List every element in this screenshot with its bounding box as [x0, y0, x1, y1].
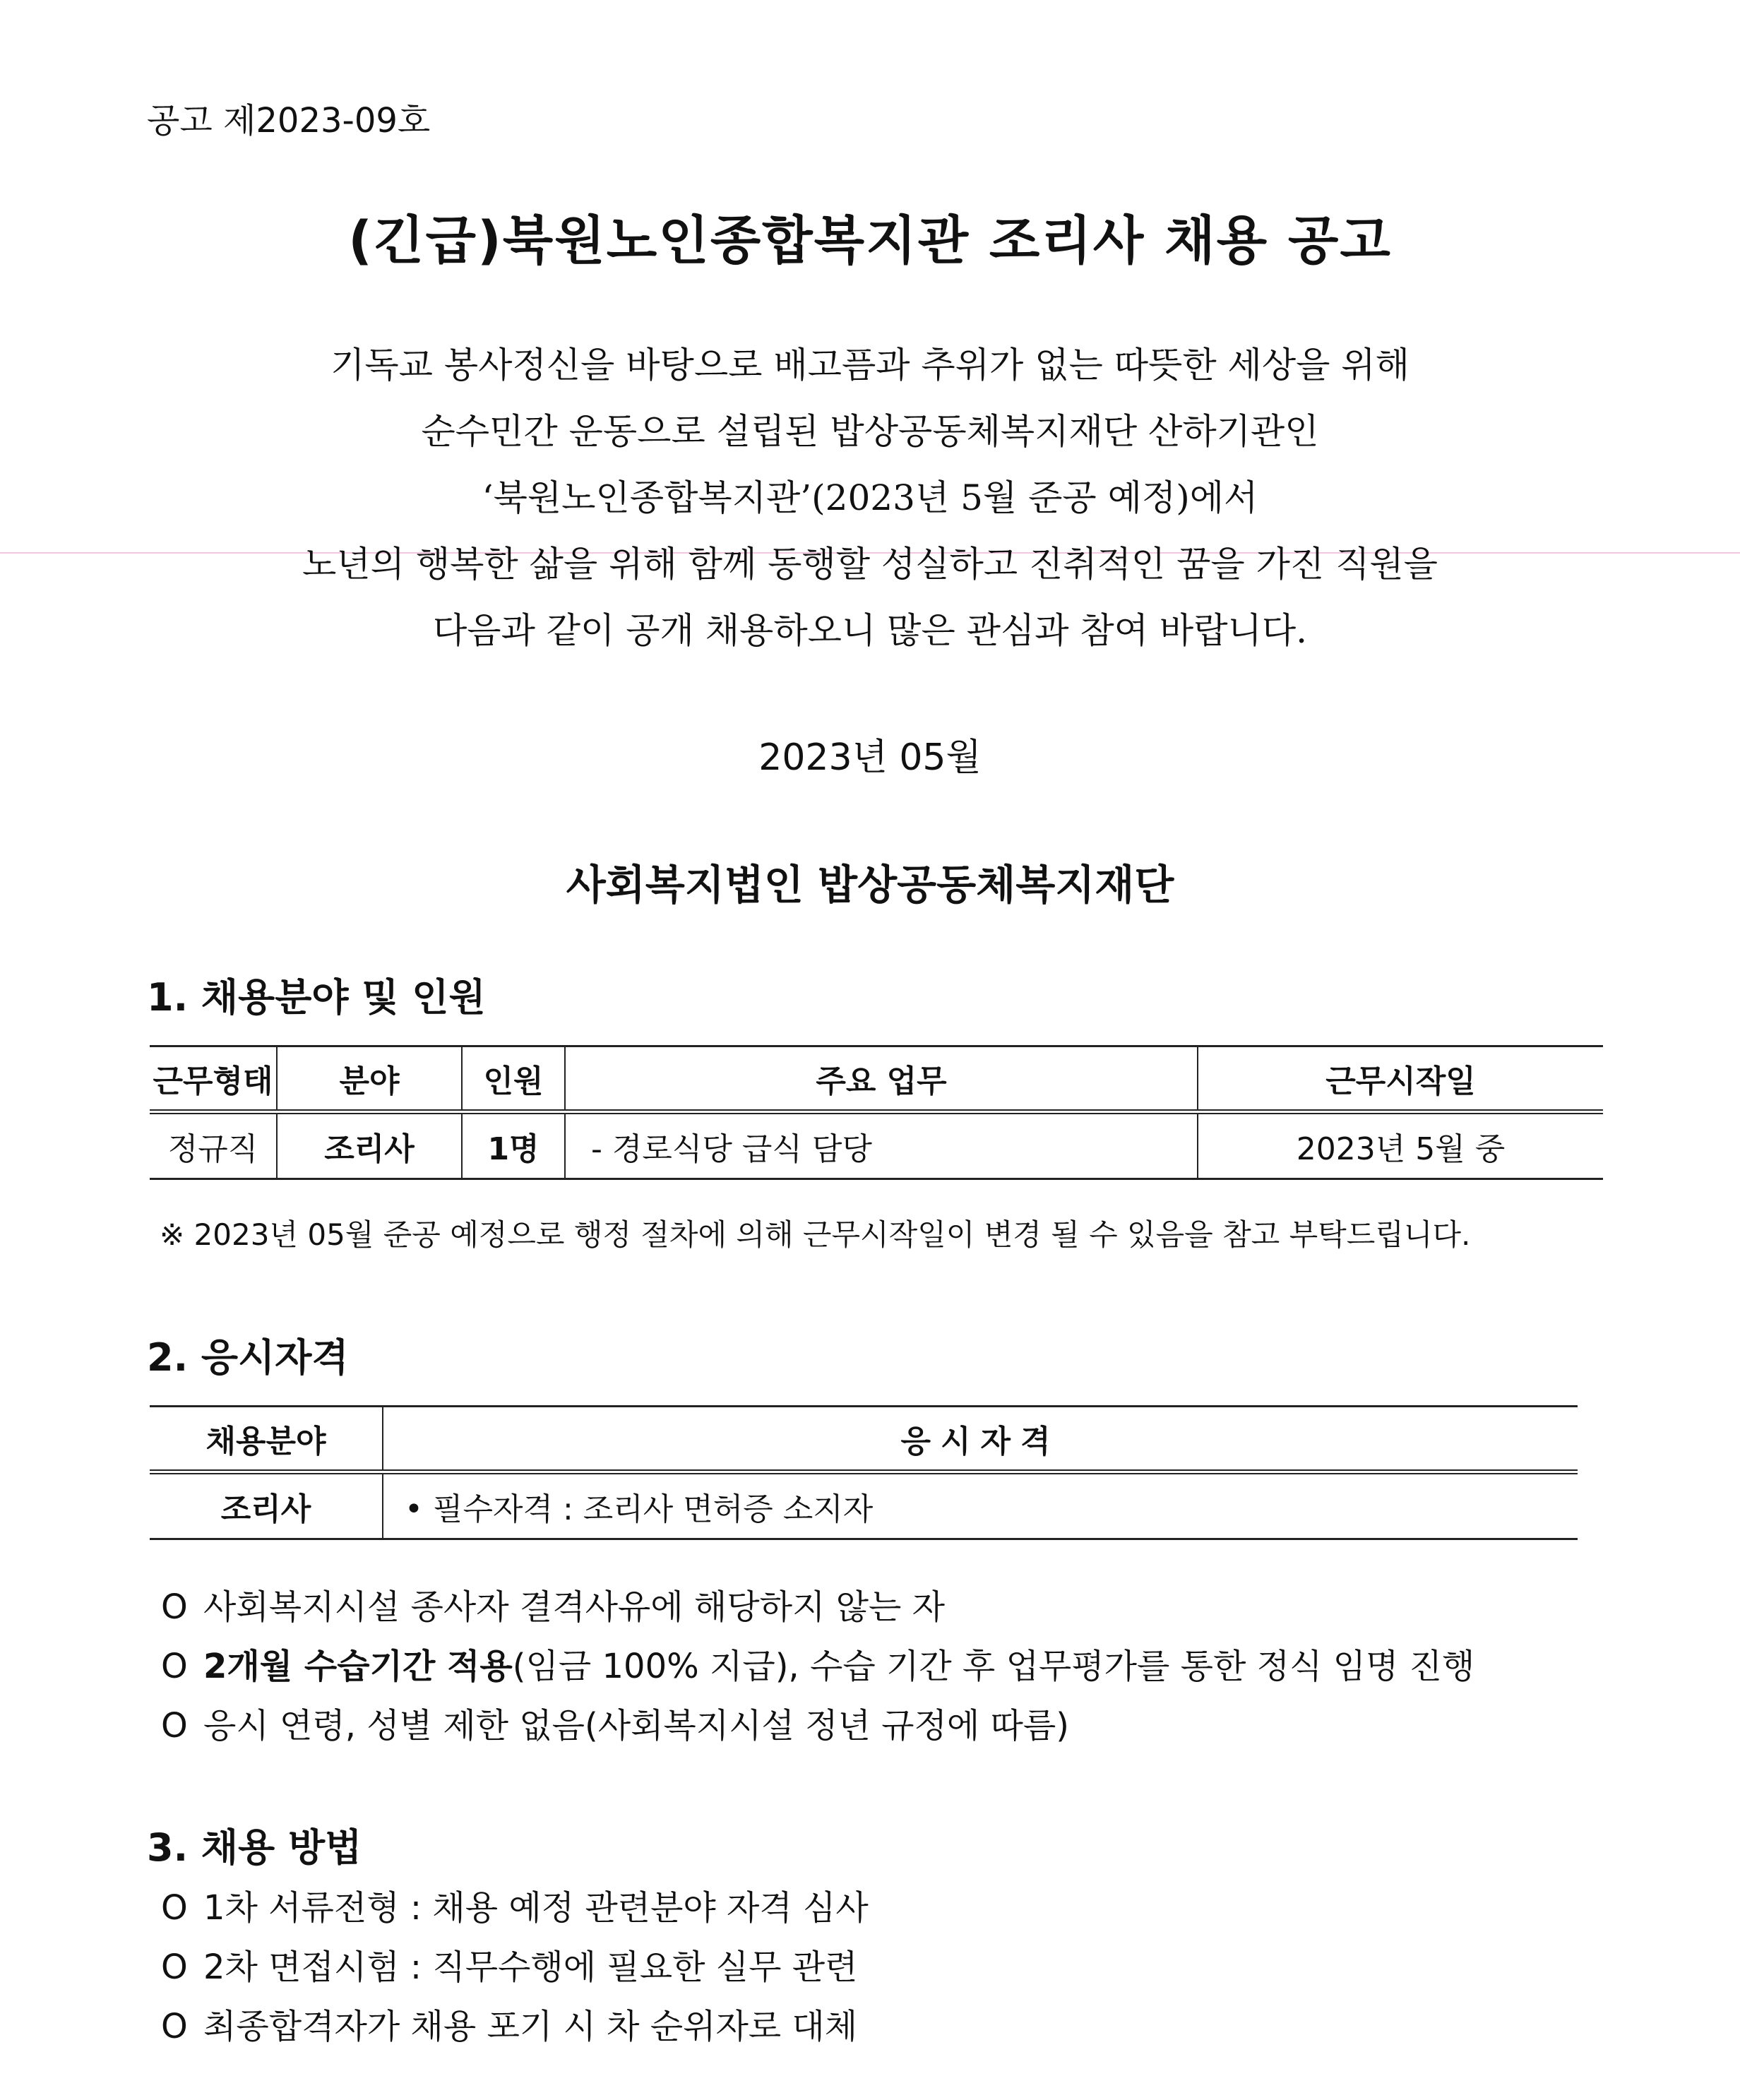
- recruitment-table: [150, 1045, 1603, 1180]
- cell-field: 조리사: [277, 1112, 462, 1179]
- list-item-text: 사회복지시설 종사자 결격사유에 해당하지 않는 자: [203, 1587, 946, 1627]
- notice-number: 공고 제2023-09호: [147, 101, 431, 141]
- intro-line: ‘북원노인종합복지관’(2023년 5월 준공 예정)에서: [482, 477, 1258, 518]
- announcement-date: 2023년 05월: [758, 736, 982, 779]
- list-item: [161, 1696, 1474, 1755]
- circle-bullet-icon: O: [161, 1647, 188, 1686]
- header-headcount: 인원: [462, 1046, 565, 1112]
- header-field: 분야: [277, 1046, 462, 1112]
- list-item: [161, 1997, 869, 2056]
- intro-line: 다음과 같이 공개 채용하오니 많은 관심과 참여 바랍니다.: [432, 610, 1308, 651]
- list-item-text: 2차 면접시험 : 직무수행에 필요한 실무 관련: [203, 1947, 858, 1987]
- list-item: [161, 1637, 1474, 1696]
- circle-bullet-icon: O: [161, 1888, 188, 1928]
- table-header-row: [150, 1046, 1603, 1112]
- circle-bullet-icon: O: [161, 2007, 188, 2046]
- table-row: [150, 1112, 1603, 1179]
- list-item-text: (임금 100% 지급), 수습 기간 후 업무평가를 통한 정식 임명 진행: [512, 1647, 1475, 1686]
- eligibility-list: [161, 1577, 1474, 1755]
- list-item-text: 1차 서류전형 : 채용 예정 관련분야 자격 심사: [203, 1888, 869, 1928]
- list-item-bold-text: 2개월 수습기간 적용: [203, 1647, 513, 1686]
- intro-line: 기독교 봉사정신을 바탕으로 배고픔과 추위가 없는 따뜻한 세상을 위해: [330, 345, 1410, 386]
- circle-bullet-icon: O: [161, 1706, 188, 1746]
- method-list: [161, 1878, 869, 2056]
- section3-heading: 3. 채용 방법: [147, 1825, 362, 1870]
- schedule-note: ※ 2023년 05월 준공 예정으로 행정 절차에 의해 근무시작일이 변경 될 수 있음을 참고 부탁드립니다.: [160, 1217, 1471, 1252]
- intro-line: 노년의 행복한 삶을 위해 함께 동행할 성실하고 진취적인 꿈을 가진 직원을: [302, 544, 1438, 585]
- header-qualification: 응시자격: [383, 1407, 1578, 1472]
- list-item: [161, 1938, 869, 1997]
- table-header-row: [150, 1407, 1578, 1472]
- header-recruit-field: 채용분야: [150, 1407, 383, 1472]
- cell-headcount: 1명: [462, 1112, 565, 1179]
- section2-heading: 2. 응시자격: [147, 1335, 349, 1380]
- page-title: (긴급)북원노인종합복지관 조리사 채용 공고: [348, 210, 1392, 271]
- list-item: [161, 1878, 869, 1938]
- list-item-text: 응시 연령, 성별 제한 없음(사회복지시설 정년 규정에 따름): [203, 1706, 1069, 1746]
- cell-employment-type: 정규직: [150, 1112, 277, 1179]
- intro-paragraph: [0, 332, 1740, 664]
- cell-recruit-field: 조리사: [150, 1472, 383, 1539]
- list-item: [161, 1577, 1474, 1637]
- table-row: [150, 1472, 1578, 1539]
- intro-line: 순수민간 운동으로 설립된 밥상공동체복지재단 산하기관인: [421, 411, 1319, 452]
- organization-name: 사회복지법인 밥상공동체복지재단: [566, 861, 1174, 909]
- cell-qualification: • 필수자격 : 조리사 면허증 소지자: [405, 1491, 874, 1527]
- list-item-text: 최종합격자가 채용 포기 시 차 순위자로 대체: [203, 2007, 858, 2046]
- header-start-date: 근무시작일: [1198, 1046, 1603, 1112]
- circle-bullet-icon: O: [161, 1947, 188, 1987]
- circle-bullet-icon: O: [161, 1587, 188, 1627]
- qualification-table: [150, 1405, 1578, 1540]
- header-employment-type: 근무형태: [150, 1046, 277, 1112]
- cell-start-date: 2023년 5월 중: [1296, 1131, 1506, 1167]
- cell-main-duties: - 경로식당 급식 담당: [565, 1112, 1198, 1179]
- section1-heading: 1. 채용분야 및 인원: [147, 975, 486, 1020]
- header-main-duties: 주요 업무: [565, 1046, 1198, 1112]
